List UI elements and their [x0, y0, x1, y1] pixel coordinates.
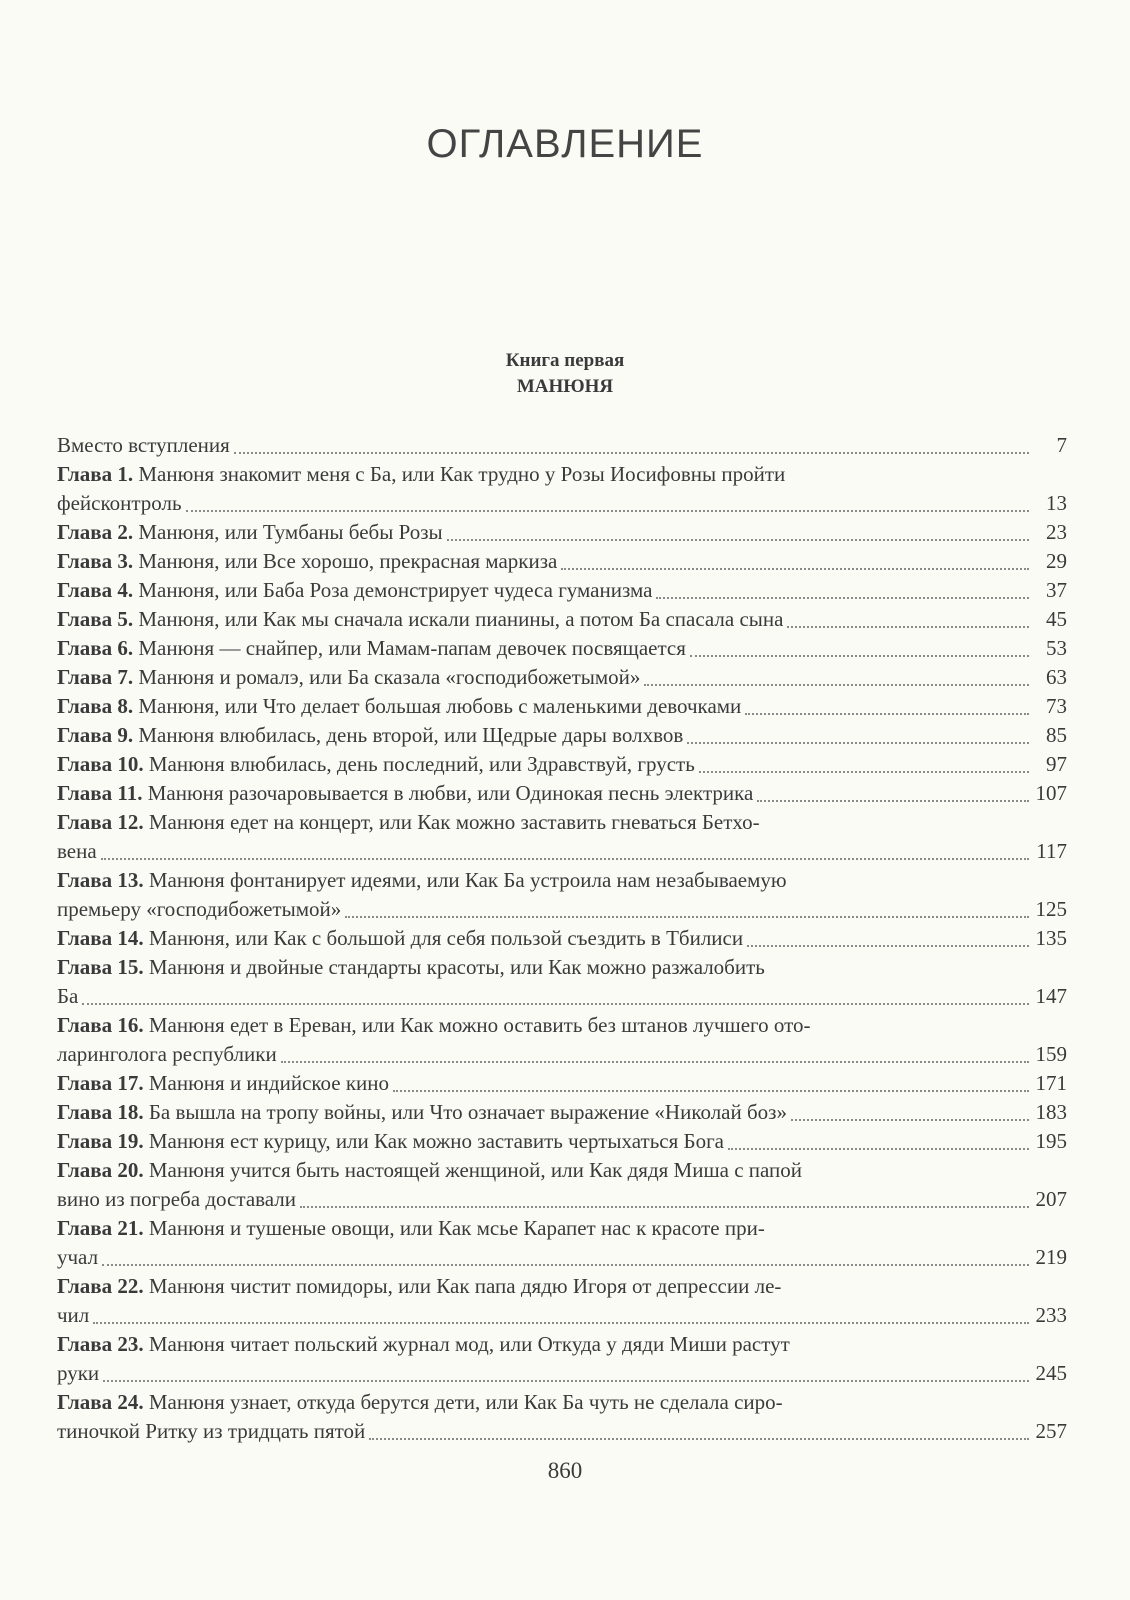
chapter-label: Глава 23. [57, 1332, 144, 1356]
chapter-label: Глава 20. [57, 1158, 144, 1182]
part-label: Книга первая [505, 350, 625, 371]
entry-title: Манюня учится быть настоящей женщиной, или Как дядя Миша с папой [148, 1158, 803, 1182]
page-ref: 171 [1035, 1071, 1067, 1095]
dot-leader [345, 915, 1029, 918]
dot-leader [747, 944, 1029, 947]
toc-entry[interactable] [57, 721, 1067, 750]
chapter-label: Глава 6. [57, 636, 134, 660]
toc-entry[interactable] [57, 953, 1067, 1011]
toc-entry[interactable] [57, 518, 1067, 547]
chapter-label: Глава 7. [57, 665, 134, 689]
entry-title-line [57, 1301, 89, 1330]
entry-title-line [57, 460, 1067, 489]
entry-title: Манюня, или Как с большой для себя пользой съездить в Тбилиси [148, 926, 744, 950]
entry-title: Манюня, или Тумбаны бебы Розы [138, 520, 443, 544]
chapter-label: Глава 22. [57, 1274, 144, 1298]
entry-title: Манюня едет на концерт, или Как можно заставить гневаться Бетхо- [148, 810, 760, 834]
page-ref: 159 [1035, 1042, 1067, 1066]
dot-leader [690, 654, 1029, 657]
entry-title: Манюня и индийское кино [148, 1071, 390, 1095]
entry-title: Ба вышла на тропу войны, или Что означает выражение «Николай боз» [148, 1100, 787, 1124]
toc-entry[interactable] [57, 779, 1067, 808]
chapter-label: Глава 19. [57, 1129, 144, 1153]
entry-title-line [57, 489, 182, 518]
entry-title-line [57, 1243, 98, 1272]
entry-title-line [57, 1185, 296, 1214]
entry-title: Манюня, или Баба Роза демонстрирует чудеса гуманизма [138, 578, 653, 602]
page-ref: 135 [1035, 926, 1067, 950]
page-ref: 23 [1046, 520, 1067, 544]
toc-entry[interactable] [57, 663, 1067, 692]
entry-title-line [57, 1127, 724, 1156]
entry-title-line [57, 1388, 1067, 1417]
dot-leader [82, 1002, 1029, 1005]
chapter-label: Глава 1. [57, 462, 134, 486]
dot-leader [699, 770, 1029, 773]
entry-title-continuation: руки [57, 1361, 100, 1385]
page-ref: 37 [1046, 578, 1067, 602]
entry-title-continuation: вино из погреба доставали [57, 1187, 296, 1211]
dot-leader [728, 1147, 1029, 1150]
dot-leader [561, 567, 1029, 570]
entry-title-line [57, 779, 753, 808]
entry-title-continuation: вена [57, 839, 97, 863]
page-ref: 85 [1046, 723, 1067, 747]
chapter-label: Глава 18. [57, 1100, 144, 1124]
entry-title: Вместо вступления [57, 433, 230, 457]
toc-entry[interactable] [57, 808, 1067, 866]
entry-title: Манюня едет в Ереван, или Как можно оставить без штанов лучшего ото- [148, 1013, 811, 1037]
entry-title: Манюня фонтанирует идеями, или Как Ба устроила нам незабываемую [148, 868, 787, 892]
toc-entry[interactable] [57, 1388, 1067, 1446]
entry-title-line [57, 1156, 1067, 1185]
part-heading [0, 348, 1130, 400]
chapter-label: Глава 21. [57, 1216, 144, 1240]
entry-title-continuation: ларинголога республики [57, 1042, 277, 1066]
page-ref: 207 [1035, 1187, 1067, 1211]
dot-leader [656, 596, 1029, 599]
entry-title: Манюня, или Что делает большая любовь с маленькими девочками [138, 694, 742, 718]
entry-title: Манюня разочаровывается в любви, или Одинокая песнь электрика [147, 781, 754, 805]
entry-title-continuation: учал [57, 1245, 99, 1269]
chapter-label: Глава 9. [57, 723, 134, 747]
entry-title: Манюня — снайпер, или Мамам-папам девочек посвящается [138, 636, 686, 660]
page-ref: 107 [1035, 781, 1067, 805]
page-ref: 7 [1056, 433, 1067, 457]
toc-entry[interactable] [57, 1069, 1067, 1098]
entry-title-line [57, 895, 341, 924]
page-ref: 73 [1046, 694, 1067, 718]
page-ref: 13 [1046, 491, 1067, 515]
toc-entry[interactable] [57, 605, 1067, 634]
entry-title: Манюня читает польский журнал мод, или Откуда у дяди Миши растут [148, 1332, 790, 1356]
entry-title: Манюня и ромалэ, или Ба сказала «господибожетымой» [138, 665, 641, 689]
page-ref: 147 [1035, 984, 1067, 1008]
entry-title-line [57, 692, 741, 721]
page-ref: 195 [1035, 1129, 1067, 1153]
toc-entry[interactable] [57, 460, 1067, 518]
chapter-label: Глава 24. [57, 1390, 144, 1414]
chapter-label: Глава 17. [57, 1071, 144, 1095]
dot-leader [791, 1118, 1029, 1121]
page-ref: 29 [1046, 549, 1067, 573]
entry-title-line [57, 1214, 1067, 1243]
entry-title: Манюня и двойные стандарты красоты, или Как можно разжалобить [148, 955, 765, 979]
entry-title: Манюня влюбилась, день второй, или Щедрые дары волхвов [138, 723, 684, 747]
entry-title-line [57, 547, 557, 576]
dot-leader [281, 1060, 1029, 1063]
page-number: 860 [547, 1458, 583, 1483]
page-ref: 63 [1046, 665, 1067, 689]
chapter-label: Глава 5. [57, 607, 134, 631]
toc-entry[interactable] [57, 866, 1067, 924]
entry-title: Манюня чистит помидоры, или Как папа дядю Игоря от депрессии ле- [148, 1274, 782, 1298]
entry-title-line [57, 750, 695, 779]
toc-entry[interactable] [57, 1127, 1067, 1156]
toc-entry[interactable] [57, 1272, 1067, 1330]
dot-leader [102, 1263, 1029, 1266]
dot-leader [745, 712, 1029, 715]
entry-title: Манюня узнает, откуда берутся дети, или Как Ба чуть не сделала сиро- [148, 1390, 783, 1414]
toc-entry[interactable] [57, 1214, 1067, 1272]
dot-leader [757, 799, 1029, 802]
entry-title-line [57, 1330, 1067, 1359]
dot-leader [687, 741, 1029, 744]
entry-title-continuation: премьеру «господибожетымой» [57, 897, 342, 921]
entry-title-line [57, 808, 1067, 837]
chapter-label: Глава 11. [57, 781, 143, 805]
dot-leader [787, 625, 1029, 628]
chapter-label: Глава 13. [57, 868, 144, 892]
chapter-label: Глава 2. [57, 520, 134, 544]
dot-leader [186, 509, 1029, 512]
entry-title-line [57, 1359, 99, 1388]
entry-title: Манюня и тушеные овощи, или Как мсье Карапет нас к красоте при- [148, 1216, 765, 1240]
page-ref: 97 [1046, 752, 1067, 776]
dot-leader [644, 683, 1029, 686]
toc-entry[interactable] [57, 431, 1067, 460]
toc-entry[interactable] [57, 924, 1067, 953]
dot-leader [300, 1205, 1029, 1208]
entry-title-line [57, 953, 1067, 982]
toc-entry[interactable] [57, 692, 1067, 721]
dot-leader [369, 1437, 1029, 1440]
toc-entry[interactable] [57, 634, 1067, 663]
entry-title-continuation: фейсконтроль [57, 491, 182, 515]
part-name: МАНЮНЯ [516, 376, 614, 397]
page-ref: 183 [1035, 1100, 1067, 1124]
page-ref: 117 [1036, 839, 1067, 863]
entry-title-continuation: чил [57, 1303, 90, 1327]
toc-entry[interactable] [57, 750, 1067, 779]
toc-entry[interactable] [57, 1156, 1067, 1214]
toc-entry[interactable] [57, 576, 1067, 605]
entry-title-line [57, 576, 652, 605]
entry-title-line [57, 1272, 1067, 1301]
chapter-label: Глава 10. [57, 752, 144, 776]
entry-title-line [57, 605, 783, 634]
page-ref: 233 [1035, 1303, 1067, 1327]
toc-entry[interactable] [57, 1330, 1067, 1388]
entry-title-line [57, 634, 686, 663]
chapter-label: Глава 4. [57, 578, 134, 602]
entry-title-line [57, 663, 640, 692]
page-title: ОГЛАВЛЕНИЕ [426, 122, 704, 166]
entry-title: Манюня ест курицу, или Как можно заставить чертыхаться Бога [148, 1129, 725, 1153]
chapter-label: Глава 14. [57, 926, 144, 950]
dot-leader [101, 857, 1029, 860]
entry-title: Манюня, или Как мы сначала искали пианины, а потом Ба спасала сына [138, 607, 784, 631]
page-ref: 45 [1046, 607, 1067, 631]
entry-title-line [57, 837, 97, 866]
page-ref: 219 [1035, 1245, 1067, 1269]
page-ref: 245 [1035, 1361, 1067, 1385]
dot-leader [234, 451, 1029, 454]
entry-title-line [57, 518, 443, 547]
entry-title-line [57, 431, 230, 460]
entry-title-line [57, 1040, 277, 1069]
dot-leader [93, 1321, 1029, 1324]
toc-entry[interactable] [57, 1011, 1067, 1069]
dot-leader [103, 1379, 1029, 1382]
page-ref: 53 [1046, 636, 1067, 660]
entry-title-line [57, 1011, 1067, 1040]
toc-entry[interactable] [57, 1098, 1067, 1127]
entry-title-line [57, 982, 78, 1011]
chapter-label: Глава 3. [57, 549, 134, 573]
entry-title-line [57, 1069, 389, 1098]
entry-title-line [57, 1098, 787, 1127]
entry-title-line [57, 1417, 365, 1446]
dot-leader [393, 1089, 1029, 1092]
chapter-label: Глава 8. [57, 694, 134, 718]
entry-title-line [57, 721, 683, 750]
entry-title: Манюня влюбилась, день последний, или Здравствуй, грусть [148, 752, 695, 776]
entry-title-continuation: Ба [57, 984, 79, 1008]
chapter-label: Глава 15. [57, 955, 144, 979]
chapter-label: Глава 12. [57, 810, 144, 834]
entry-title-line [57, 866, 1067, 895]
dot-leader [447, 538, 1029, 541]
entry-title-line [57, 924, 743, 953]
toc-list [57, 431, 1067, 1446]
chapter-label: Глава 16. [57, 1013, 144, 1037]
entry-title: Манюня знакомит меня с Ба, или Как трудно у Розы Иосифовны пройти [138, 462, 786, 486]
page-ref: 125 [1035, 897, 1067, 921]
toc-entry[interactable] [57, 547, 1067, 576]
page-ref: 257 [1035, 1419, 1067, 1443]
entry-title: Манюня, или Все хорошо, прекрасная маркиза [138, 549, 558, 573]
entry-title-continuation: тиночкой Ритку из тридцать пятой [57, 1419, 366, 1443]
